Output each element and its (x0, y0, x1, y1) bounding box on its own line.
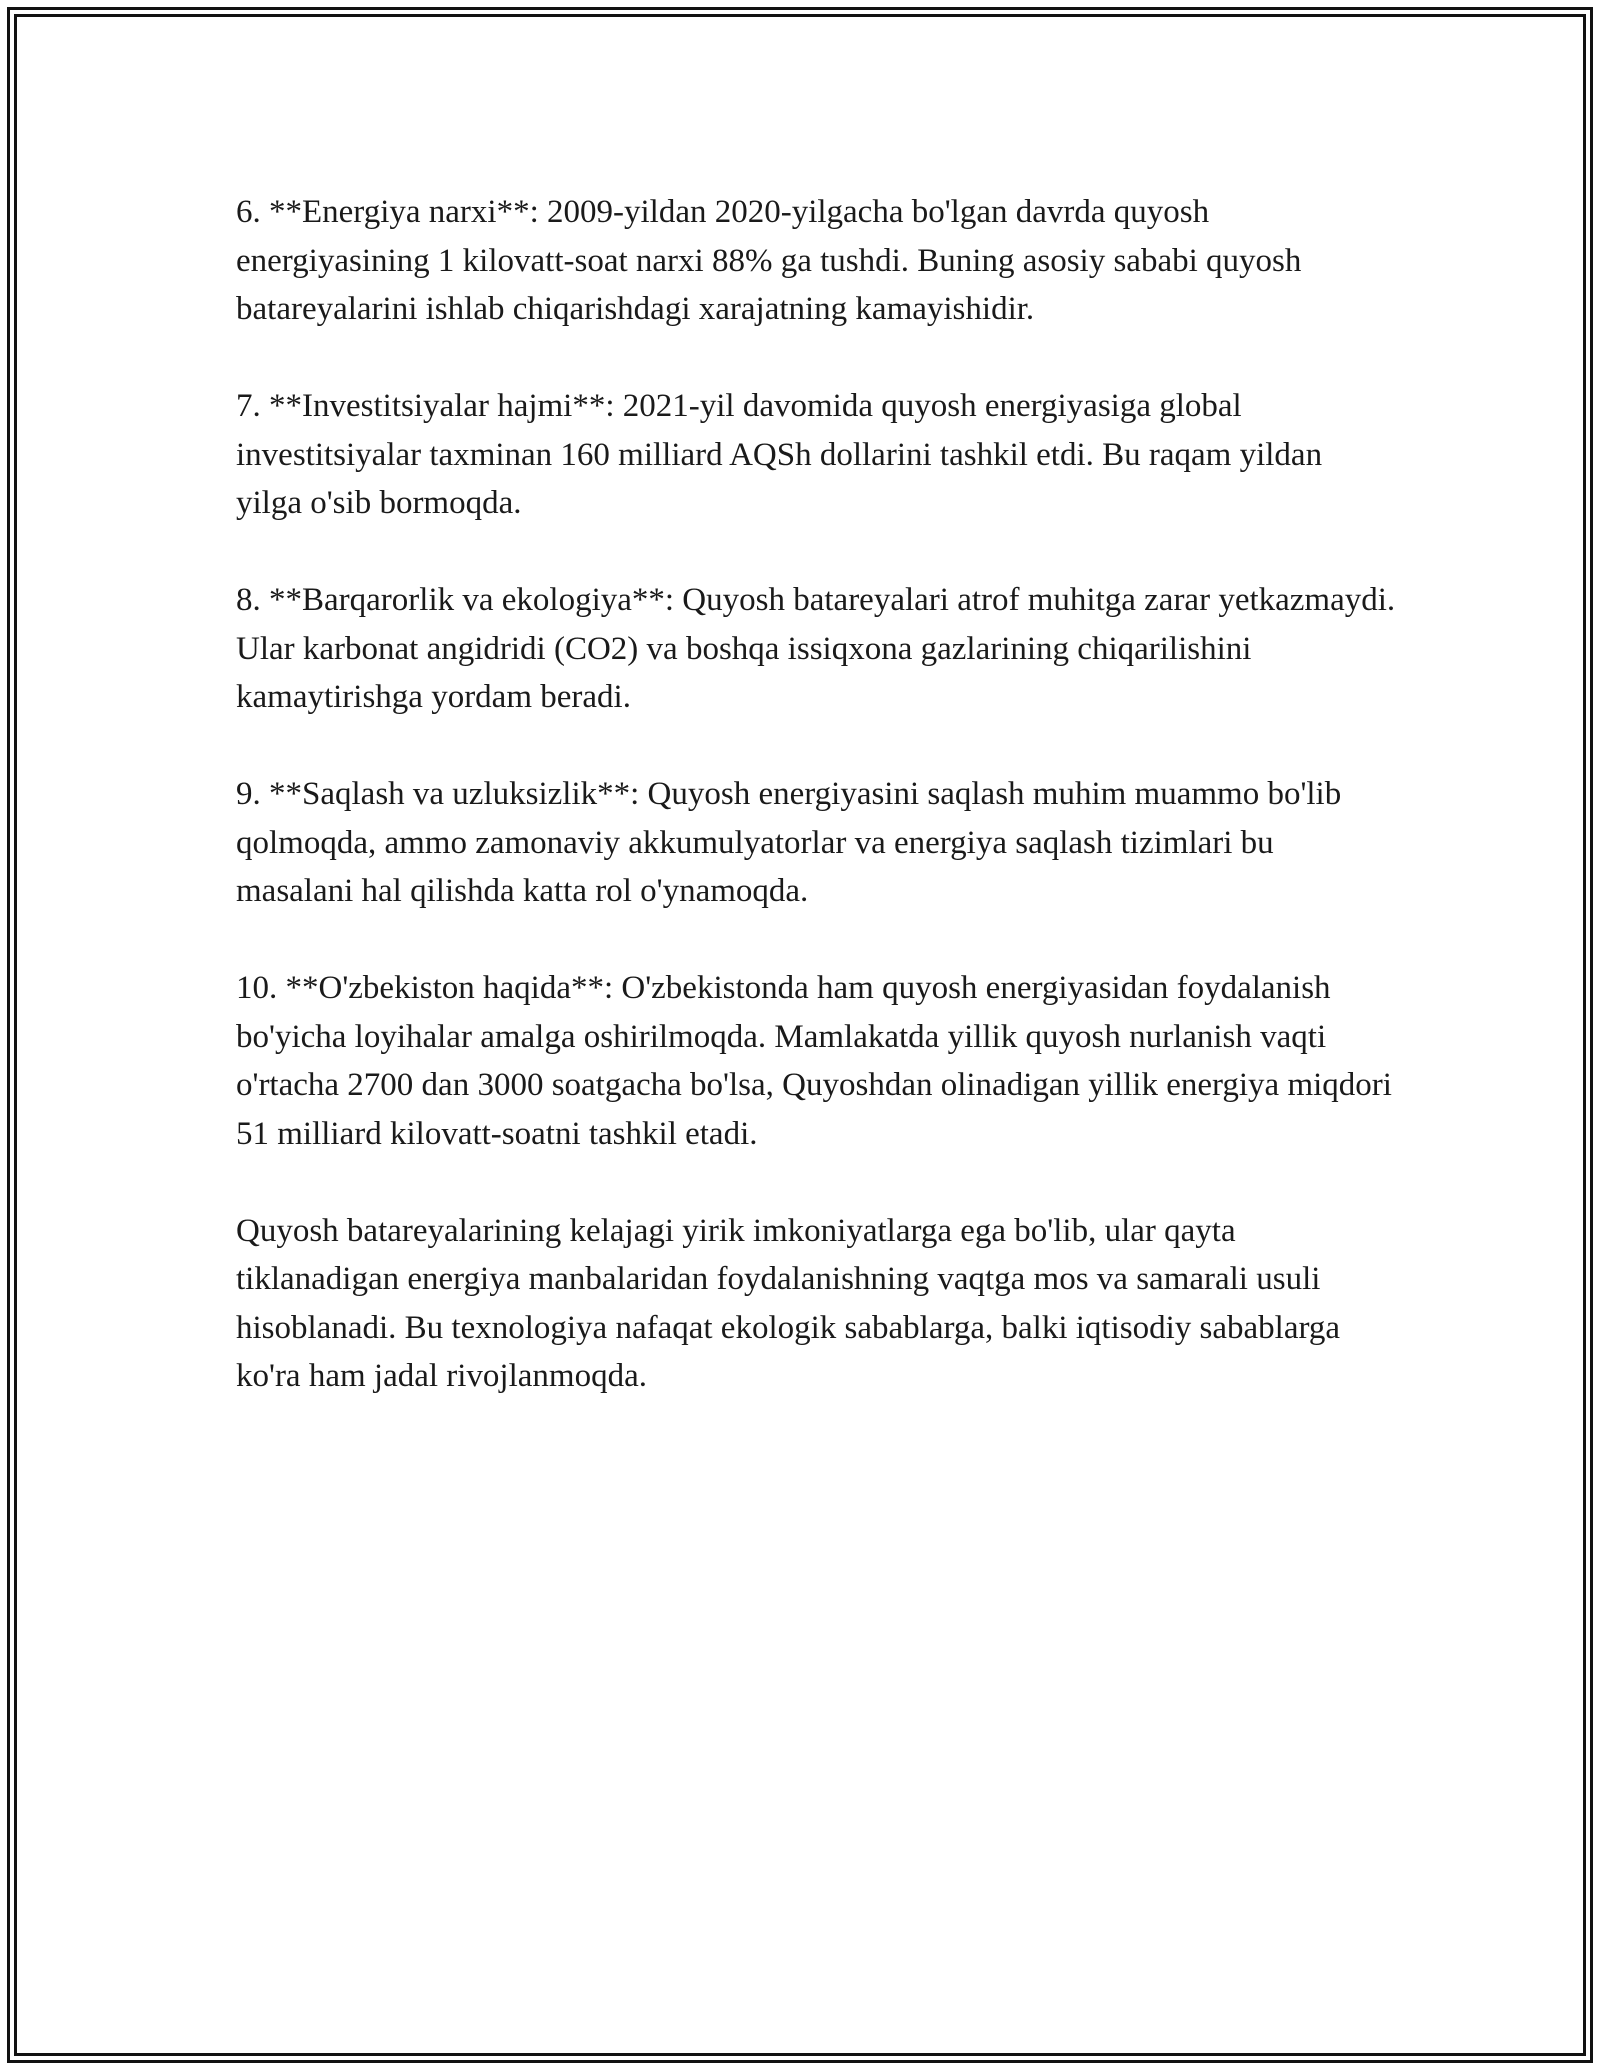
paragraph-conclusion: Quyosh batareyalarining kelajagi yirik imkoniyatlarga ega bo'lib, ular qayta tiklanadigan energiya manbalaridan foydalanishning vaqtga mos va samarali usuli hisoblanadi. Bu texnologiya nafaqat ekologik sabablarga, balki iqtisodiy sabablarga ko'ra ham jadal rivojlanmoqda. (236, 1212, 1341, 1394)
document-body (236, 188, 1396, 1449)
paragraph-investment-volume: 7. **Investitsiyalar hajmi**: 2021-yil davomida quyosh energiyasiga global investitsiyalar taxminan 160 milliard AQSh dollarini tashkil etdi. Bu raqam yildan yilga o'sib bormoqda. (236, 388, 1323, 521)
paragraph-storage-continuity: 9. **Saqlash va uzluksizlik**: Quyosh energiyasini saqlash muhim muammo bo'lib qolmoqda, ammo zamonaviy akkumulyatorlar va energiya saqlash tizimlari bu masalani hal qilishda katta rol o'ynamoqda. (236, 776, 1342, 909)
paragraph-uzbekistan: 10. **O'zbekiston haqida**: O'zbekistonda ham quyosh energiyasidan foydalanish bo'yicha loyihalar amalga oshirilmoqda. Mamlakatda yillik quyosh nurlanish vaqti o'rtacha 2700 dan 3000 soatgacha bo'lsa, Quyoshdan olinadigan yillik energiya miqdori 51 milliard kilovatt-soatni tashkil etadi. (236, 970, 1392, 1152)
paragraph-energy-price: 6. **Energiya narxi**: 2009-yildan 2020-yilgacha bo'lgan davrda quyosh energiyasining 1 kilovatt-soat narxi 88% ga tushdi. Buning asosiy sababi quyosh batareyalarini ishlab chiqarishdagi xarajatning kamayishidir. (236, 194, 1302, 327)
paragraph-sustainability-ecology: 8. **Barqarorlik va ekologiya**: Quyosh batareyalari atrof muhitga zarar yetkazmaydi. Ular karbonat angidridi (CO2) va boshqa issiqxona gazlarining chiqarilishini kamaytirishga yordam beradi. (236, 582, 1396, 715)
